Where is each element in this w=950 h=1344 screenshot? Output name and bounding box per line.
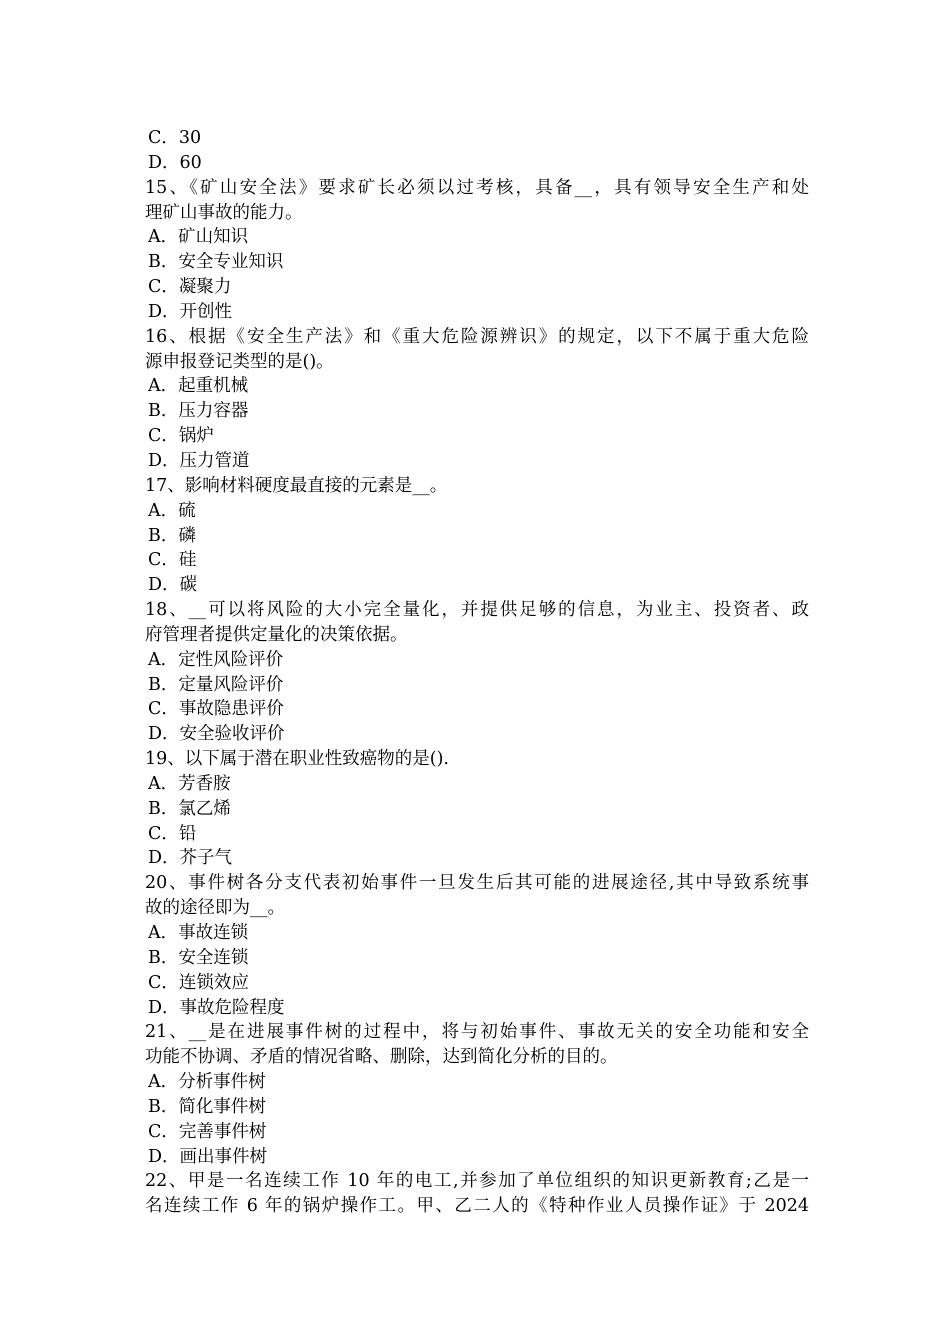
answer-option: D．画出事件树 <box>148 1146 268 1167</box>
answer-option: C．硅 <box>148 550 197 571</box>
answer-option: A．事故连锁 <box>148 923 249 943</box>
answer-option: C．30 <box>148 128 202 148</box>
answer-option: C．凝聚力 <box>148 277 232 298</box>
question-text: 府管理者提供定量化的决策依据。 <box>145 624 408 645</box>
answer-option: A．硫 <box>148 500 196 521</box>
question-text: 21、__是在进展事件树的过程中，将与初始事件、事故无关的安全功能和安全 <box>145 1022 809 1043</box>
answer-option: A．分析事件树 <box>148 1072 266 1093</box>
answer-option: B．氯乙烯 <box>148 798 231 819</box>
answer-option: B．安全专业知识 <box>148 252 284 273</box>
answer-option: C．锅炉 <box>148 426 214 447</box>
question-text: 17、影响材料硬度最直接的元素是__。 <box>145 475 448 496</box>
answer-option: B．安全连锁 <box>148 947 249 968</box>
answer-option: A．起重机械 <box>148 376 249 397</box>
answer-option: A．芳香胺 <box>148 773 231 794</box>
question-text: 15、《矿山安全法》要求矿长必须以过考核，具备__，具有领导安全生产和处 <box>145 177 809 198</box>
answer-option: C．完善事件树 <box>148 1121 267 1142</box>
question-text: 名连续工作 6 年的锅炉操作工。甲、乙二人的《特种作业人员操作证》于 2024 <box>145 1196 809 1217</box>
answer-option: D．芥子气 <box>148 848 233 869</box>
question-text: 源申报登记类型的是()。 <box>145 351 334 372</box>
answer-option: C．铅 <box>148 823 197 844</box>
answer-option: B．定量风险评价 <box>148 674 284 695</box>
answer-option: A．矿山知识 <box>148 227 249 248</box>
answer-option: D．开创性 <box>148 301 233 322</box>
answer-option: C．事故隐患评价 <box>148 699 284 720</box>
document-page <box>145 126 809 1219</box>
answer-option: D．碳 <box>148 575 198 596</box>
answer-option: B．磷 <box>148 525 196 546</box>
question-text: 22、甲是一名连续工作 10 年的电工,并参加了单位组织的知识更新教育;乙是一 <box>145 1171 809 1192</box>
question-text: 19、以下属于潜在职业性致癌物的是(). <box>145 749 449 770</box>
answer-option: A．定性风险评价 <box>148 649 284 670</box>
question-text: 18、__可以将风险的大小完全量化，并提供足够的信息，为业主、投资者、政 <box>145 600 809 621</box>
question-text: 20、事件树各分支代表初始事件一旦发生后其可能的进展途径,其中导致系统事 <box>145 873 809 894</box>
question-text: 理矿山事故的能力。 <box>145 202 303 223</box>
question-text: 16、根据《安全生产法》和《重大危险源辨识》的规定，以下不属于重大危险 <box>145 326 809 347</box>
answer-option: B．简化事件树 <box>148 1096 266 1117</box>
question-text: 功能不协调、矛盾的情况省略、删除，达到简化分析的目的。 <box>145 1047 618 1068</box>
answer-option: D．压力管道 <box>148 450 250 471</box>
answer-option: C．连锁效应 <box>148 972 249 993</box>
answer-option: D．事故危险程度 <box>148 997 285 1018</box>
answer-option: B．压力容器 <box>148 401 249 422</box>
answer-option: D．安全验收评价 <box>148 724 285 745</box>
answer-option: D．60 <box>148 152 202 173</box>
question-text: 故的途径即为__。 <box>145 898 285 919</box>
